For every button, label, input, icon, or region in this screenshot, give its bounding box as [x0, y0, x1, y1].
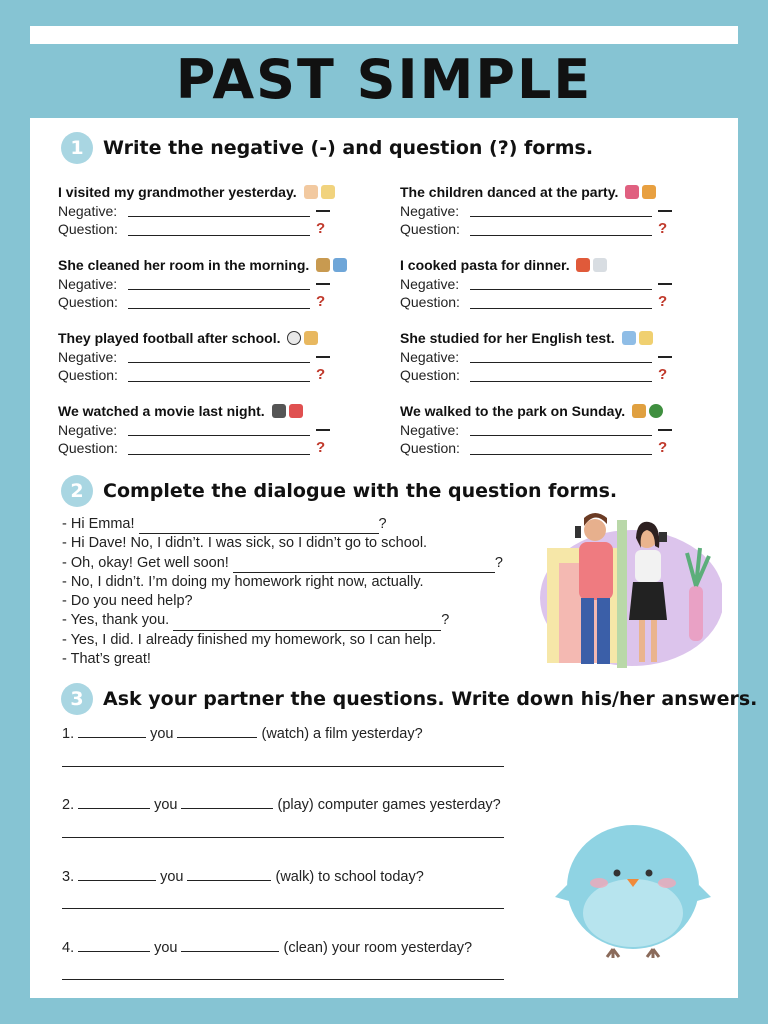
negative-answer-blank[interactable]	[128, 277, 310, 290]
soccer-ball-emoji-icon	[287, 331, 301, 345]
negative-answer-blank[interactable]	[470, 277, 652, 290]
section-2-header	[61, 475, 617, 507]
dialogue-text: - That’s great!	[62, 651, 151, 668]
exercise-item	[400, 329, 720, 385]
dialogue-text: - Hi Emma!	[62, 516, 135, 532]
exercise-sentence: She studied for her English test.	[400, 330, 615, 346]
negative-answer-blank[interactable]	[128, 204, 310, 217]
negative-answer-blank[interactable]	[470, 423, 652, 436]
dialogue	[62, 515, 532, 669]
question-mark-icon: ?	[658, 293, 668, 310]
question-label: Question:	[400, 440, 460, 456]
section-number-badge: 1	[61, 132, 93, 164]
partner-question	[62, 796, 501, 813]
question-label: Question:	[400, 294, 460, 310]
answer-line[interactable]	[62, 907, 504, 909]
dialogue-text: - Yes, thank you.	[62, 612, 170, 629]
negative-answer-blank[interactable]	[128, 423, 310, 436]
section-1-header	[61, 132, 593, 164]
exercise-sentence: They played football after school.	[58, 330, 281, 346]
house-emoji-icon	[321, 185, 335, 199]
movie-camera-emoji-icon	[272, 404, 286, 418]
exercise-sentence: We walked to the park on Sunday.	[400, 403, 626, 419]
answer-blank[interactable]	[78, 939, 150, 952]
negative-label: Negative:	[58, 421, 118, 438]
dialogue-line	[62, 515, 532, 534]
section-title: Write the negative (-) and question (?) forms.	[103, 137, 594, 159]
minus-icon	[316, 356, 330, 358]
question-mark-icon: ?	[316, 366, 326, 383]
broom-emoji-icon	[316, 258, 330, 272]
negative-answer-blank[interactable]	[470, 350, 652, 363]
two-people-on-phone-illustration	[537, 508, 722, 668]
negative-label: Negative:	[58, 202, 118, 219]
party-popper-emoji-icon	[642, 185, 656, 199]
negative-label: Negative:	[58, 275, 118, 292]
minus-icon	[658, 210, 672, 212]
question-answer-blank[interactable]	[128, 223, 310, 236]
bed-emoji-icon	[333, 258, 347, 272]
question-text: (watch) a film yesterday?	[261, 726, 423, 742]
answer-blank[interactable]	[177, 725, 257, 738]
tree-emoji-icon	[649, 404, 663, 418]
question-answer-blank[interactable]	[128, 369, 310, 382]
question-answer-blank[interactable]	[470, 442, 652, 455]
partner-question	[62, 868, 424, 885]
open-book-emoji-icon	[622, 331, 636, 345]
school-emoji-icon	[304, 331, 318, 345]
exercise-sentence: I visited my grandmother yesterday.	[58, 184, 297, 200]
dialogue-text: - Oh, okay! Get well soon!	[62, 554, 229, 571]
dancer-emoji-icon	[625, 185, 639, 199]
section-number-badge: 3	[61, 683, 93, 715]
negative-answer-blank[interactable]	[470, 204, 652, 217]
exercise-sentence: She cleaned her room in the morning.	[58, 257, 310, 273]
top-strip	[30, 26, 738, 44]
negative-label: Negative:	[400, 202, 460, 219]
dialogue-line	[62, 650, 532, 669]
answer-line[interactable]	[62, 765, 504, 767]
question-label: Question:	[58, 221, 118, 237]
exercise-item	[58, 256, 378, 312]
question-number: 3.	[62, 869, 75, 885]
walking-person-emoji-icon	[632, 404, 646, 418]
question-word: you	[154, 940, 178, 956]
dialogue-line	[62, 534, 532, 553]
blue-bird-illustration	[553, 815, 713, 965]
answer-blank[interactable]	[181, 939, 279, 952]
dialogue-text: - Hi Dave! No, I didn’t. I was sick, so I didn’t go to school.	[62, 535, 428, 552]
question-answer-blank[interactable]	[128, 296, 310, 309]
question-mark-icon: ?	[658, 439, 668, 456]
exercise-item	[58, 402, 378, 458]
question-label: Question:	[400, 367, 460, 383]
exercise-sentence: We watched a movie last night.	[58, 403, 265, 419]
recipe-emoji-icon	[593, 258, 607, 272]
negative-label: Negative:	[58, 348, 118, 365]
page-title: PAST SIMPLE	[175, 48, 593, 111]
dialogue-answer-blank[interactable]	[139, 521, 379, 534]
question-label: Question:	[58, 294, 118, 310]
section-title: Complete the dialogue with the question forms.	[103, 480, 618, 502]
dialogue-line	[62, 554, 532, 573]
minus-icon	[658, 356, 672, 358]
answer-blank[interactable]	[181, 796, 273, 809]
dialogue-line	[62, 573, 532, 592]
question-mark-icon: ?	[316, 293, 326, 310]
exercise-sentence: The children danced at the party.	[400, 184, 619, 200]
minus-icon	[316, 283, 330, 285]
question-mark-icon: ?	[658, 366, 668, 383]
dialogue-question-mark: ?	[494, 554, 503, 571]
dialogue-answer-blank[interactable]	[233, 560, 495, 573]
question-word: you	[154, 797, 178, 813]
section-title: Ask your partner the questions. Write down his/her answers.	[103, 688, 758, 710]
answer-line[interactable]	[62, 978, 504, 980]
dialogue-line	[62, 611, 532, 630]
dialogue-text: - Yes, I did. I already finished my homework, so I can help.	[62, 631, 436, 648]
answer-line[interactable]	[62, 836, 504, 838]
minus-icon	[658, 283, 672, 285]
answer-blank[interactable]	[78, 796, 150, 809]
negative-label: Negative:	[400, 348, 460, 365]
question-mark-icon: ?	[316, 220, 326, 237]
exercise-item	[400, 183, 720, 239]
question-text: (play) computer games yesterday?	[277, 797, 501, 813]
question-label: Question:	[400, 221, 460, 237]
question-label: Question:	[58, 367, 118, 383]
question-label: Question:	[58, 440, 118, 456]
minus-icon	[658, 429, 672, 431]
section-number-badge: 2	[61, 475, 93, 507]
question-text: (walk) to school today?	[275, 869, 424, 885]
exercise-item	[400, 256, 720, 312]
question-text: (clean) your room yesterday?	[283, 940, 473, 956]
negative-label: Negative:	[400, 275, 460, 292]
dialogue-line	[62, 631, 532, 650]
popcorn-emoji-icon	[289, 404, 303, 418]
question-word: you	[160, 869, 184, 885]
answer-blank[interactable]	[78, 725, 146, 738]
answer-blank[interactable]	[78, 868, 156, 881]
exercise-item	[400, 402, 720, 458]
minus-icon	[316, 210, 330, 212]
grandmother-emoji-icon	[304, 185, 318, 199]
question-word: you	[150, 726, 174, 742]
question-number: 2.	[62, 797, 75, 813]
answer-blank[interactable]	[187, 868, 271, 881]
exercise-item	[58, 329, 378, 385]
question-answer-blank[interactable]	[470, 369, 652, 382]
negative-label: Negative:	[400, 421, 460, 438]
dialogue-answer-blank[interactable]	[173, 618, 441, 631]
question-answer-blank[interactable]	[470, 296, 652, 309]
exercise-sentence: I cooked pasta for dinner.	[400, 257, 570, 273]
question-answer-blank[interactable]	[470, 223, 652, 236]
question-answer-blank[interactable]	[128, 442, 310, 455]
dialogue-text: - No, I didn’t. I’m doing my homework right now, actually.	[62, 573, 424, 590]
question-number: 1.	[62, 726, 75, 742]
partner-question	[62, 939, 472, 956]
exercise-item	[58, 183, 378, 239]
minus-icon	[316, 429, 330, 431]
negative-answer-blank[interactable]	[128, 350, 310, 363]
dialogue-line	[62, 592, 532, 611]
question-mark-icon: ?	[316, 439, 326, 456]
spaghetti-emoji-icon	[576, 258, 590, 272]
question-number: 4.	[62, 940, 75, 956]
dialogue-question-mark: ?	[378, 516, 387, 532]
dialogue-question-mark: ?	[441, 612, 450, 629]
section-3-header	[61, 683, 757, 715]
memo-emoji-icon	[639, 331, 653, 345]
dialogue-text: - Do you need help?	[62, 593, 193, 610]
question-mark-icon: ?	[658, 220, 668, 237]
partner-question	[62, 725, 423, 742]
